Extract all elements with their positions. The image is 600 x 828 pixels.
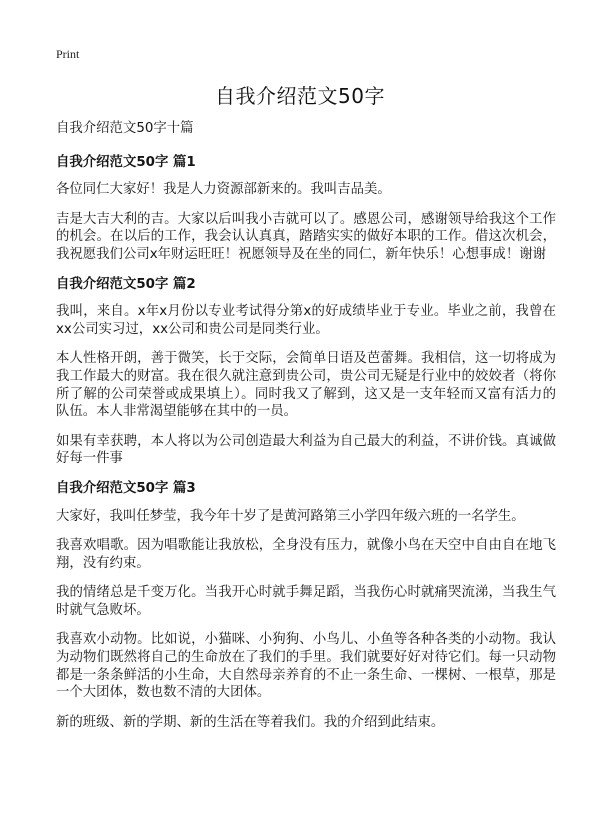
paragraph: 我叫，来自。x年x月份以专业考试得分第x的好成绩毕业于专业。毕业之前，我曾在xx公司实习过，xx公司和贵公司是同类行业。 xyxy=(56,304,556,337)
section-heading: 自我介绍范文50字 篇1 xyxy=(56,154,196,170)
paragraph: 各位同仁大家好！我是人力资源部新来的。我叫吉品美。 xyxy=(56,182,391,198)
paragraph: 我喜欢小动物。比如说，小猫咪、小狗狗、小鸟儿、小鱼等各种各类的小动物。我认为动物们既然将自己的生命放在了我们的手里。我们就要好好对待它们。每一只动物都是一条条鲜活的小生命，大自然母亲养育的不止一条生命、一棵树、一根草，那是一个大团体，数也数不清的大团体。 xyxy=(56,632,556,701)
paragraph: 大家好，我叫任梦莹，我今年十岁了是黄河路第三小学四年级六班的一名学生。 xyxy=(56,508,525,524)
paragraph: 我的情绪总是千变万化。当我开心时就手舞足蹈，当我伤心时就痛哭流涕，当我生气时就气急败坏。 xyxy=(56,585,556,618)
paragraph: 本人性格开朗，善于微笑，长于交际，会简单日语及芭蕾舞。我相信，这一切将成为我工作最大的财富。我在很久就注意到贵公司，贵公司无疑是行业中的姣姣者（将你所了解的公司荣誉或成果填上）。同时我又了解到，这又是一支年轻而又富有活力的队伍。本人非常渴望能够在其中的一员。 xyxy=(56,351,556,420)
paragraph: 如果有幸获聘，本人将以为公司创造最大利益为自己最大的利益，不讲价钱。真诚做好每一件事 xyxy=(56,433,556,467)
section-2 xyxy=(56,276,556,468)
section-3 xyxy=(56,480,556,732)
section-heading: 自我介绍范文50字 篇3 xyxy=(56,480,196,496)
paragraph: 新的班级、新的学期、新的生活在等着我们。我的介绍到此结束。 xyxy=(56,714,445,730)
document-subtitle: 自我介绍范文50字十篇 xyxy=(56,121,194,136)
section-1 xyxy=(56,154,556,264)
page-title: 自我介绍范文50字 xyxy=(215,84,385,108)
section-heading: 自我介绍范文50字 篇2 xyxy=(56,276,196,292)
paragraph: 我喜欢唱歌。因为唱歌能让我放松，全身没有压力，就像小鸟在天空中自由自在地飞翔，没有约束。 xyxy=(56,538,556,571)
document-body xyxy=(56,120,556,743)
print-link[interactable]: Print xyxy=(56,47,80,61)
paragraph: 吉是大吉大利的吉。大家以后叫我小吉就可以了。感恩公司，感谢领导给我这个工作的机会。在以后的工作，我会认认真真，踏踏实实的做好本职的工作。借这次机会，我祝愿我们公司x年财运旺旺！祝愿领导及在坐的同仁，新年快乐！心想事成！谢谢 xyxy=(56,211,556,262)
